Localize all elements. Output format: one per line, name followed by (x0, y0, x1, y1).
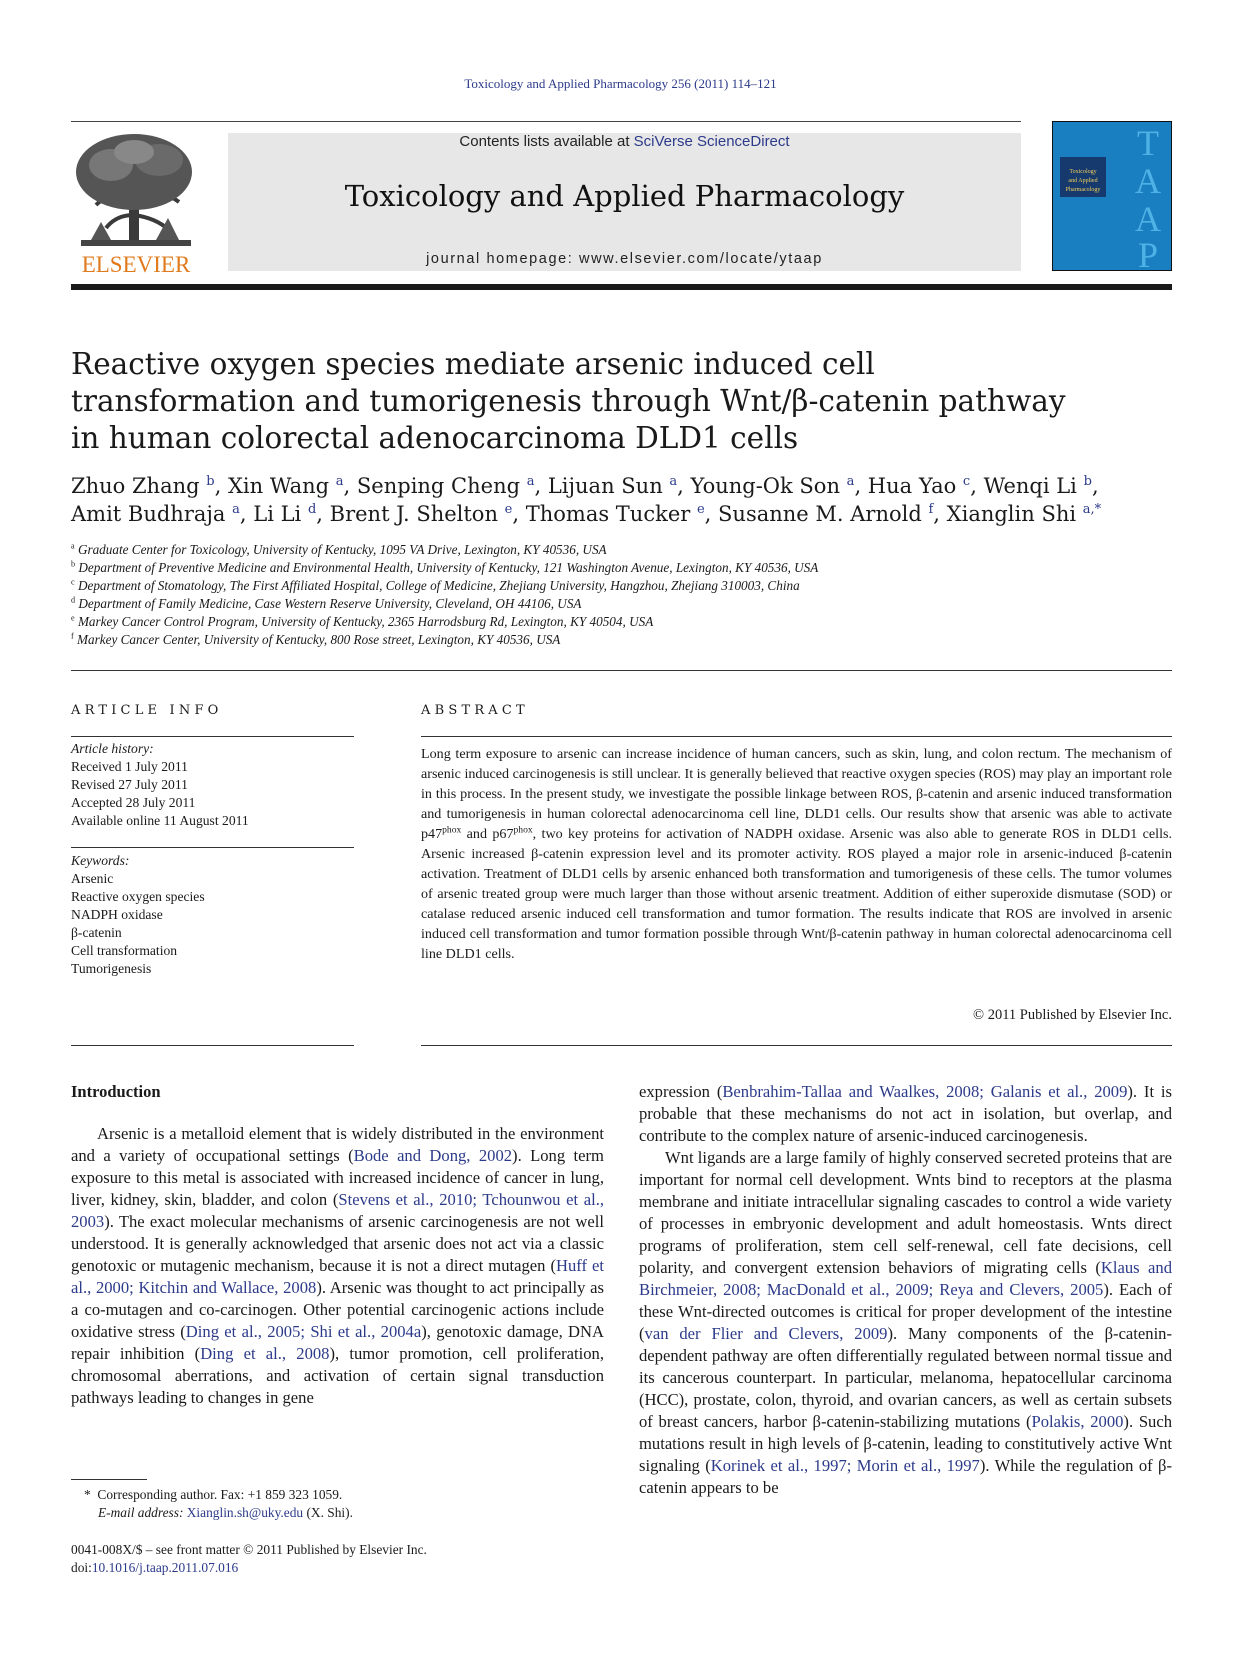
history-item: Received 1 July 2011 (71, 759, 188, 774)
header-thick-rule (71, 284, 1172, 290)
citation-link[interactable]: Polakis, 2000 (1031, 1412, 1124, 1431)
svg-text:A: A (1135, 161, 1161, 201)
elsevier-logo[interactable] (71, 130, 201, 278)
citation-link[interactable]: Ding et al., 2005; Shi et al., 2004a (185, 1322, 422, 1341)
journal-citation[interactable]: Toxicology and Applied Pharmacology 256 (2011) 114–121 (464, 76, 777, 91)
keyword: Reactive oxygen species (71, 889, 205, 904)
citation-link[interactable]: Benbrahim-Tallaa and Waalkes, 2008; Galanis et al., 2009 (722, 1082, 1128, 1101)
affiliation: $^d$ Department of Family Medicine, Case Western Reserve University, Cleveland, OH 44106, USA (71, 595, 582, 611)
abstract-rule (421, 736, 1172, 737)
keywords-rule (71, 847, 354, 848)
keyword: NADPH oxidase (71, 907, 163, 922)
article-info-rule (71, 736, 354, 737)
journal-cover[interactable] (1052, 121, 1172, 271)
author[interactable]: Zhuo Zhang (71, 474, 200, 498)
author-list: Zhuo Zhang $^b$, Xin Wang $^a$, Senping Cheng $^a$, Lijuan Sun $^a$, Young-Ok Son $^a$, Hua Yao $^c$, Wenqi Li $^b$, Amit Budhraja $^a$, Li Li $^d$, Brent J. Shelton $^e$, Thomas Tucker $^e$, Susanne M. Arnold $^f$, Xianglin Shi $^{a,*}$ (71, 474, 1102, 526)
article-history (71, 740, 249, 830)
citation-link[interactable]: Bode and Dong, 2002 (353, 1146, 513, 1165)
citation-link[interactable]: Korinek et al., 1997; Morin et al., 1997 (710, 1456, 980, 1475)
svg-text:Pharmacology: Pharmacology (1065, 187, 1101, 193)
history-item: Accepted 28 July 2011 (71, 795, 196, 810)
affiliation: $^f$ Markey Cancer Center, University of Kentucky, 800 Rose street, Lexington, KY 40536, USA (71, 631, 561, 647)
abstract-copyright: © 2011 Published by Elsevier Inc. (973, 1007, 1172, 1023)
affiliation: $^b$ Department of Preventive Medicine and Environmental Health, University of Kentucky, 121 Washington Avenue, Lexington, KY 40536, USA (71, 559, 819, 575)
keyword: Arsenic (71, 871, 114, 886)
affiliation: $^c$ Department of Stomatology, The First Affiliated Hospital, College of Medicine, Zhejiang University, Hangzhou, Zhejiang 310003, China (71, 577, 800, 593)
history-item: Available online 11 August 2011 (71, 813, 249, 828)
citation-link[interactable]: Klaus and Birchmeier, 2008; MacDonald et al., 2009; Reya and Clevers, 2005 (639, 1258, 1172, 1299)
section-rule (71, 670, 1172, 671)
abstract-text: Long term exposure to arsenic can increase incidence of human cancers, such as skin, lung, and colon rectum. The mechanism of arsenic induced carcinogenesis is still unclear. It is generally believed that reactive oxygen species (ROS) may play an important role in this process. In the present study, we investigate the possible linkage between ROS, β-catenin and arsenic induced transformation and tumorigenesis in human colorectal adenocarcinoma cell line, DLD1 cells. Our results show that arsenic was able to activate $p47^{phox}$ and $p67^{phox}$, two key proteins for activation of NADPH oxidase. Arsenic was also able to generate ROS in DLD1 cells. Arsenic increased β-catenin expression level and its promoter activity. ROS played a major role in arsenic-induced β-catenin activation. Treatment of DLD1 cells by arsenic enhanced both transformation and tumorigenesis of these cells. The tumor volumes of arsenic treated group were much larger than those without arsenic treatment. Addition of either superoxide dismutase (SOD) or catalase reduced arsenic induced cell transformation and tumor formation. The results indicate that ROS are involved in arsenic induced cell transformation and tumor formation possible through Wnt/β-catenin pathway in human colorectal adenocarcinoma cell line DLD1 cells. (421, 746, 1172, 962)
introduction-heading: Introduction (71, 1082, 161, 1101)
journal-title: Toxicology and Applied Pharmacology (344, 179, 905, 213)
svg-text:P: P (1137, 235, 1159, 271)
svg-text:and Applied: and Applied (1068, 178, 1098, 184)
author[interactable]: Susanne M. Arnold (718, 502, 922, 526)
author[interactable]: Amit Budhraja (71, 502, 226, 526)
contents-line: Contents lists available at SciVerse ScienceDirect (459, 133, 790, 150)
citation-link[interactable]: Huff et al., 2000; Kitchin and Wallace, 2008 (71, 1256, 604, 1297)
author[interactable]: Xianglin Shi (946, 502, 1077, 526)
affiliations (71, 541, 1172, 649)
keyword: Cell transformation (71, 943, 178, 958)
affiliation: $^a$ Graduate Center for Toxicology, University of Kentucky, 1095 VA Drive, Lexington, KY 40536, USA (71, 541, 607, 557)
front-matter: 0041-008X/$ – see front matter © 2011 Published by Elsevier Inc. doi:10.1016/j.taap.2011.07.016 (71, 1542, 427, 1575)
journal-banner (228, 133, 1021, 271)
author[interactable]: Senping Cheng (356, 474, 521, 498)
author[interactable]: Xin Wang (227, 474, 330, 498)
svg-text:T: T (1137, 123, 1159, 163)
sciencedirect-link[interactable]: SciVerse ScienceDirect (633, 133, 790, 150)
history-item: Revised 27 July 2011 (71, 777, 188, 792)
footnote-rule (71, 1479, 147, 1480)
article-info-heading: ARTICLE INFO (71, 703, 223, 718)
article-info-bottom-rule (71, 1045, 354, 1046)
email-link[interactable]: Xianglin.sh@uky.edu (186, 1505, 304, 1520)
author[interactable]: Wenqi Li (983, 474, 1077, 498)
intro-paragraph: Arsenic is a metalloid element that is widely distributed in the environment and a variety of occupational settings (Bode and Dong, 2002). Long term exposure to this metal is associated with increased incidence of cancer in lung, liver, kidney, skin, bladder, and colon (Stevens et al., 2010; Tchounwou et al., 2003). The exact molecular mechanisms of arsenic carcinogenesis are not well understood. It is generally acknowledged that arsenic does not act via a classic genotoxic or mutagenic mechanism, because it is not a direct mutagen (Huff et al., 2000; Kitchin and Wallace, 2008). Arsenic was thought to act principally as a co-mutagen and co-carcinogen. Other potential carcinogenic actions include oxidative stress (Ding et al., 2005; Shi et al., 2004a), genotoxic damage, DNA repair inhibition (Ding et al., 2008), tumor promotion, cell proliferation, chromosomal aberrations, and activation of certain signal transduction pathways leading to changes in gene (71, 1124, 604, 1407)
author[interactable]: Hua Yao (867, 474, 957, 498)
author[interactable]: Li Li (253, 502, 302, 526)
keywords-label: Keywords: (71, 853, 130, 868)
history-label: Article history: (71, 741, 154, 756)
citation-link[interactable]: van der Flier and Clevers, 2009 (644, 1324, 888, 1343)
doi-link[interactable]: 10.1016/j.taap.2011.07.016 (91, 1560, 239, 1575)
keywords (71, 852, 205, 978)
abstract-heading: ABSTRACT (421, 703, 529, 718)
citation-link[interactable]: Stevens et al., 2010; Tchounwou et al., 2003 (71, 1190, 604, 1231)
svg-text:Toxicology: Toxicology (1069, 169, 1097, 175)
author[interactable]: Brent J. Shelton (329, 502, 498, 526)
abstract-bottom-rule (421, 1045, 1172, 1046)
journal-homepage[interactable]: journal homepage: www.elsevier.com/locate/ytaap (426, 251, 823, 267)
journal-cover-image (1052, 121, 1172, 271)
svg-text:A: A (1135, 199, 1161, 239)
keyword: Tumorigenesis (71, 961, 152, 976)
author[interactable]: Young-Ok Son (690, 474, 840, 498)
corresponding-footnote: * Corresponding author. Fax: +1 859 323 1059. E-mail address: Xianglin.sh@uky.edu (X. Shi). (84, 1487, 353, 1520)
elsevier-wordmark: ELSEVIER (81, 252, 191, 277)
intro-paragraph: expression (Benbrahim-Tallaa and Waalkes, 2008; Galanis et al., 2009). It is probable that these mechanisms do not act in isolation, but overlap, and contribute to the complex nature of arsenic-induced carcinogenesis. (639, 1082, 1172, 1145)
author[interactable]: Lijuan Sun (547, 474, 663, 498)
author[interactable]: Thomas Tucker (525, 502, 691, 526)
article-title: Reactive oxygen species mediate arsenic induced cell transformation and tumorigenesis through Wnt/β-catenin pathway in human colorectal adenocarcinoma DLD1 cells (71, 347, 1066, 455)
header-rule (71, 121, 1021, 122)
elsevier-tree-icon (71, 130, 201, 278)
keyword: β-catenin (71, 925, 122, 940)
intro-right-column (639, 1081, 1172, 1499)
intro-left-column (71, 1123, 604, 1409)
citation-link[interactable]: Ding et al., 2008 (200, 1344, 330, 1363)
affiliation: $^e$ Markey Cancer Control Program, University of Kentucky, 2365 Harrodsburg Rd, Lexington, KY 40504, USA (71, 613, 654, 629)
intro-paragraph: Wnt ligands are a large family of highly conserved secreted proteins that are important for normal cell development. Wnts bind to receptors at the plasma membrane and initiate intracellular signaling cascades to control a wide variety of processes in embryonic development and adult homeostasis. Wnts direct programs of proliferation, stem cell self-renewal, cell fate decisions, cell polarity, and convergent extension behaviors of migrating cells (Klaus and Birchmeier, 2008; MacDonald et al., 2009; Reya and Clevers, 2005). Each of these Wnt-directed outcomes is critical for proper development of the intestine (van der Flier and Clevers, 2009). Many components of the β-catenin-dependent pathway are often differentially regulated between normal tissue and its cancerous counterpart. In particular, melanoma, hepatocellular carcinoma (HCC), prostate, colon, thyroid, and ovarian cancers, as well as certain subsets of breast cancers, harbor β-catenin-stabilizing mutations (Polakis, 2000). Such mutations result in high levels of β-catenin, leading to constitutively active Wnt signaling (Korinek et al., 1997; Morin et al., 1997). While the regulation of β-catenin appears to be (639, 1148, 1173, 1497)
asterisk-icon: * (84, 1487, 91, 1502)
